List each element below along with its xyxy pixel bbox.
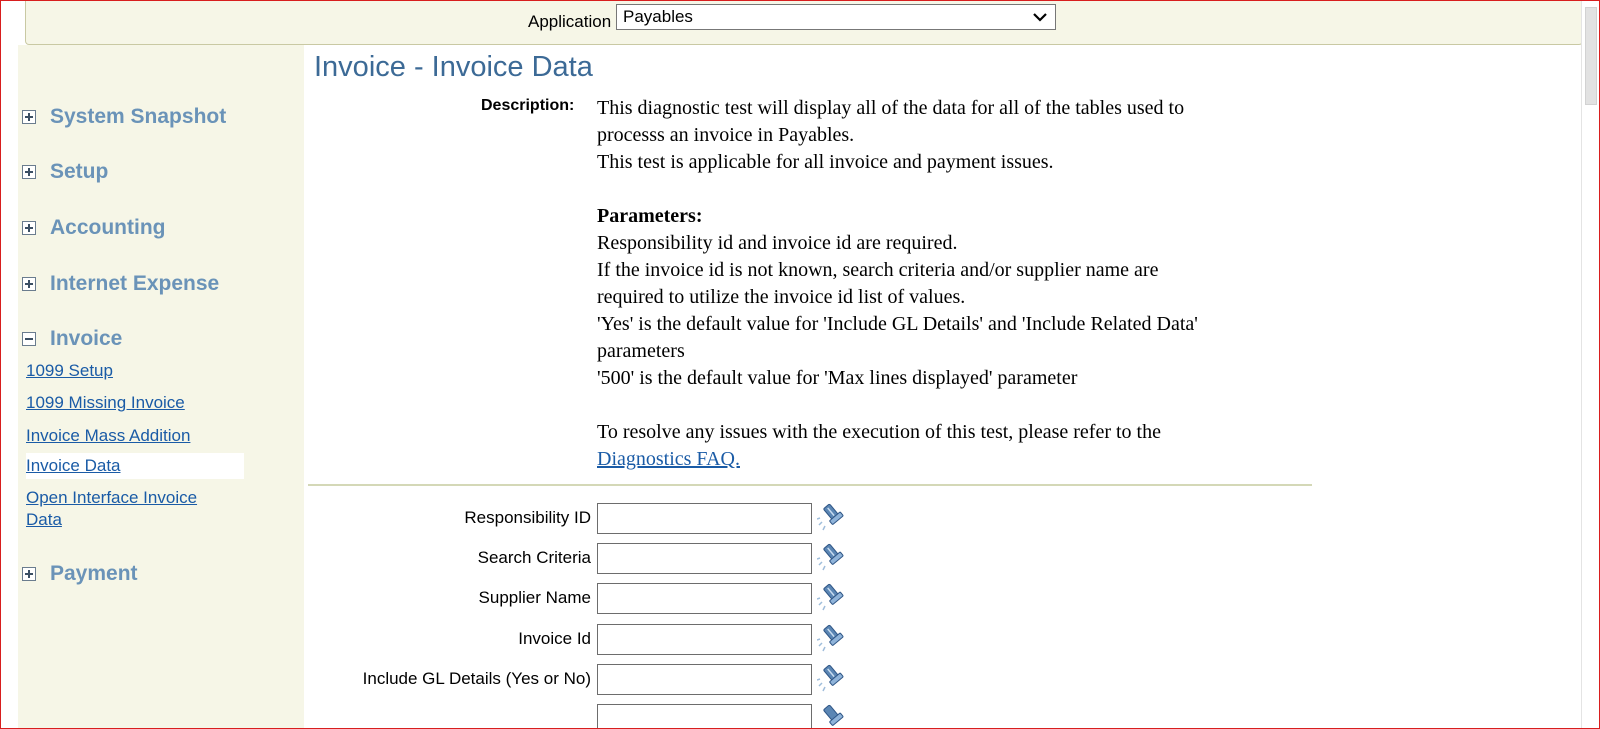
search-criteria-input[interactable] <box>597 543 812 574</box>
invoice-id-label: Invoice Id <box>518 629 591 648</box>
diagnostics-faq-link[interactable]: Diagnostics FAQ. <box>597 448 740 470</box>
sidebar-group-setup[interactable] <box>22 160 108 184</box>
application-label: Application <box>528 12 612 31</box>
responsibility-id-input[interactable] <box>597 503 812 534</box>
sidebar-item-1099-missing-invoice[interactable]: 1099 Missing Invoice <box>26 393 185 412</box>
sidebar-group-accounting[interactable] <box>22 216 166 240</box>
scrollbar-thumb[interactable] <box>1585 7 1597 105</box>
sidebar-group-label: Setup <box>50 160 109 183</box>
flashlight-icon[interactable] <box>817 621 851 655</box>
description-line: processs an invoice in Payables. <box>597 124 855 146</box>
parameter-line: required to utilize the invoice id list of values. <box>597 286 966 308</box>
sidebar-group-payment[interactable] <box>22 562 138 586</box>
sidebar-item-invoice-mass-addition[interactable]: Invoice Mass Addition <box>26 426 191 445</box>
vertical-scrollbar[interactable] <box>1581 1 1599 729</box>
form-row-supplier-name <box>301 583 861 615</box>
expand-plus-icon[interactable] <box>22 110 36 124</box>
form-row-include-gl-details <box>301 664 861 696</box>
expand-plus-icon[interactable] <box>22 165 36 179</box>
parameter-line: '500' is the default value for 'Max lines displayed' parameter <box>597 367 1078 389</box>
flashlight-icon[interactable] <box>817 701 851 729</box>
sidebar-group-label: Invoice <box>50 327 123 350</box>
parameter-line: parameters <box>597 340 685 362</box>
flashlight-icon[interactable] <box>817 500 851 534</box>
include-gl-details-label: Include GL Details (Yes or No) <box>362 669 591 688</box>
description-line: This diagnostic test will display all of the data for all of the tables used to <box>597 97 1185 119</box>
expand-plus-icon[interactable] <box>22 567 36 581</box>
sidebar-group-label: System Snapshot <box>50 105 227 128</box>
flashlight-icon[interactable] <box>817 580 851 614</box>
sidebar-group-label: Accounting <box>50 216 166 239</box>
flashlight-icon[interactable] <box>817 540 851 574</box>
partial-input[interactable] <box>597 704 812 729</box>
invoice-id-input[interactable] <box>597 624 812 655</box>
responsibility-id-label: Responsibility ID <box>464 508 591 527</box>
page-title: Invoice - Invoice Data <box>314 51 593 83</box>
form-row-invoice-id <box>301 624 861 656</box>
collapse-minus-icon[interactable] <box>22 332 36 346</box>
application-select-value: Payables <box>623 7 693 26</box>
form-row-partial <box>301 704 861 729</box>
supplier-name-label: Supplier Name <box>478 588 591 607</box>
form-row-responsibility-id <box>301 503 861 535</box>
sidebar-item-open-interface-invoice-data[interactable]: Open Interface Invoice Data <box>26 488 198 529</box>
form-row-search-criteria <box>301 543 861 575</box>
resolve-text: To resolve any issues with the execution of this test, please refer to the <box>597 421 1161 443</box>
search-criteria-label: Search Criteria <box>477 548 591 567</box>
sidebar-item-invoice-data[interactable]: Invoice Data <box>26 453 244 479</box>
parameters-heading: Parameters: <box>597 205 703 227</box>
sidebar-group-label: Payment <box>50 562 138 585</box>
parameter-line: Responsibility id and invoice id are required. <box>597 232 958 254</box>
include-gl-details-input[interactable] <box>597 664 812 695</box>
description-label: Description: <box>481 97 575 114</box>
description-line: This test is applicable for all invoice and payment issues. <box>597 151 1054 173</box>
sidebar-item-1099-setup[interactable]: 1099 Setup <box>26 361 113 380</box>
parameter-line: If the invoice id is not known, search criteria and/or supplier name are <box>597 259 1159 281</box>
sidebar <box>18 45 304 729</box>
parameter-line: 'Yes' is the default value for 'Include GL Details' and 'Include Related Data' <box>597 313 1198 335</box>
section-divider <box>308 484 1312 486</box>
sidebar-group-invoice[interactable] <box>22 327 122 351</box>
flashlight-icon[interactable] <box>817 661 851 695</box>
expand-plus-icon[interactable] <box>22 221 36 235</box>
description-body <box>597 95 1317 473</box>
supplier-name-input[interactable] <box>597 583 812 614</box>
chevron-down-icon[interactable] <box>1031 8 1049 26</box>
application-select[interactable] <box>616 4 1056 30</box>
sidebar-group-internet-expense[interactable] <box>22 272 219 296</box>
application-bar <box>25 1 1583 45</box>
expand-plus-icon[interactable] <box>22 277 36 291</box>
sidebar-group-label: Internet Expense <box>50 272 220 295</box>
sidebar-group-system-snapshot[interactable] <box>22 105 226 129</box>
